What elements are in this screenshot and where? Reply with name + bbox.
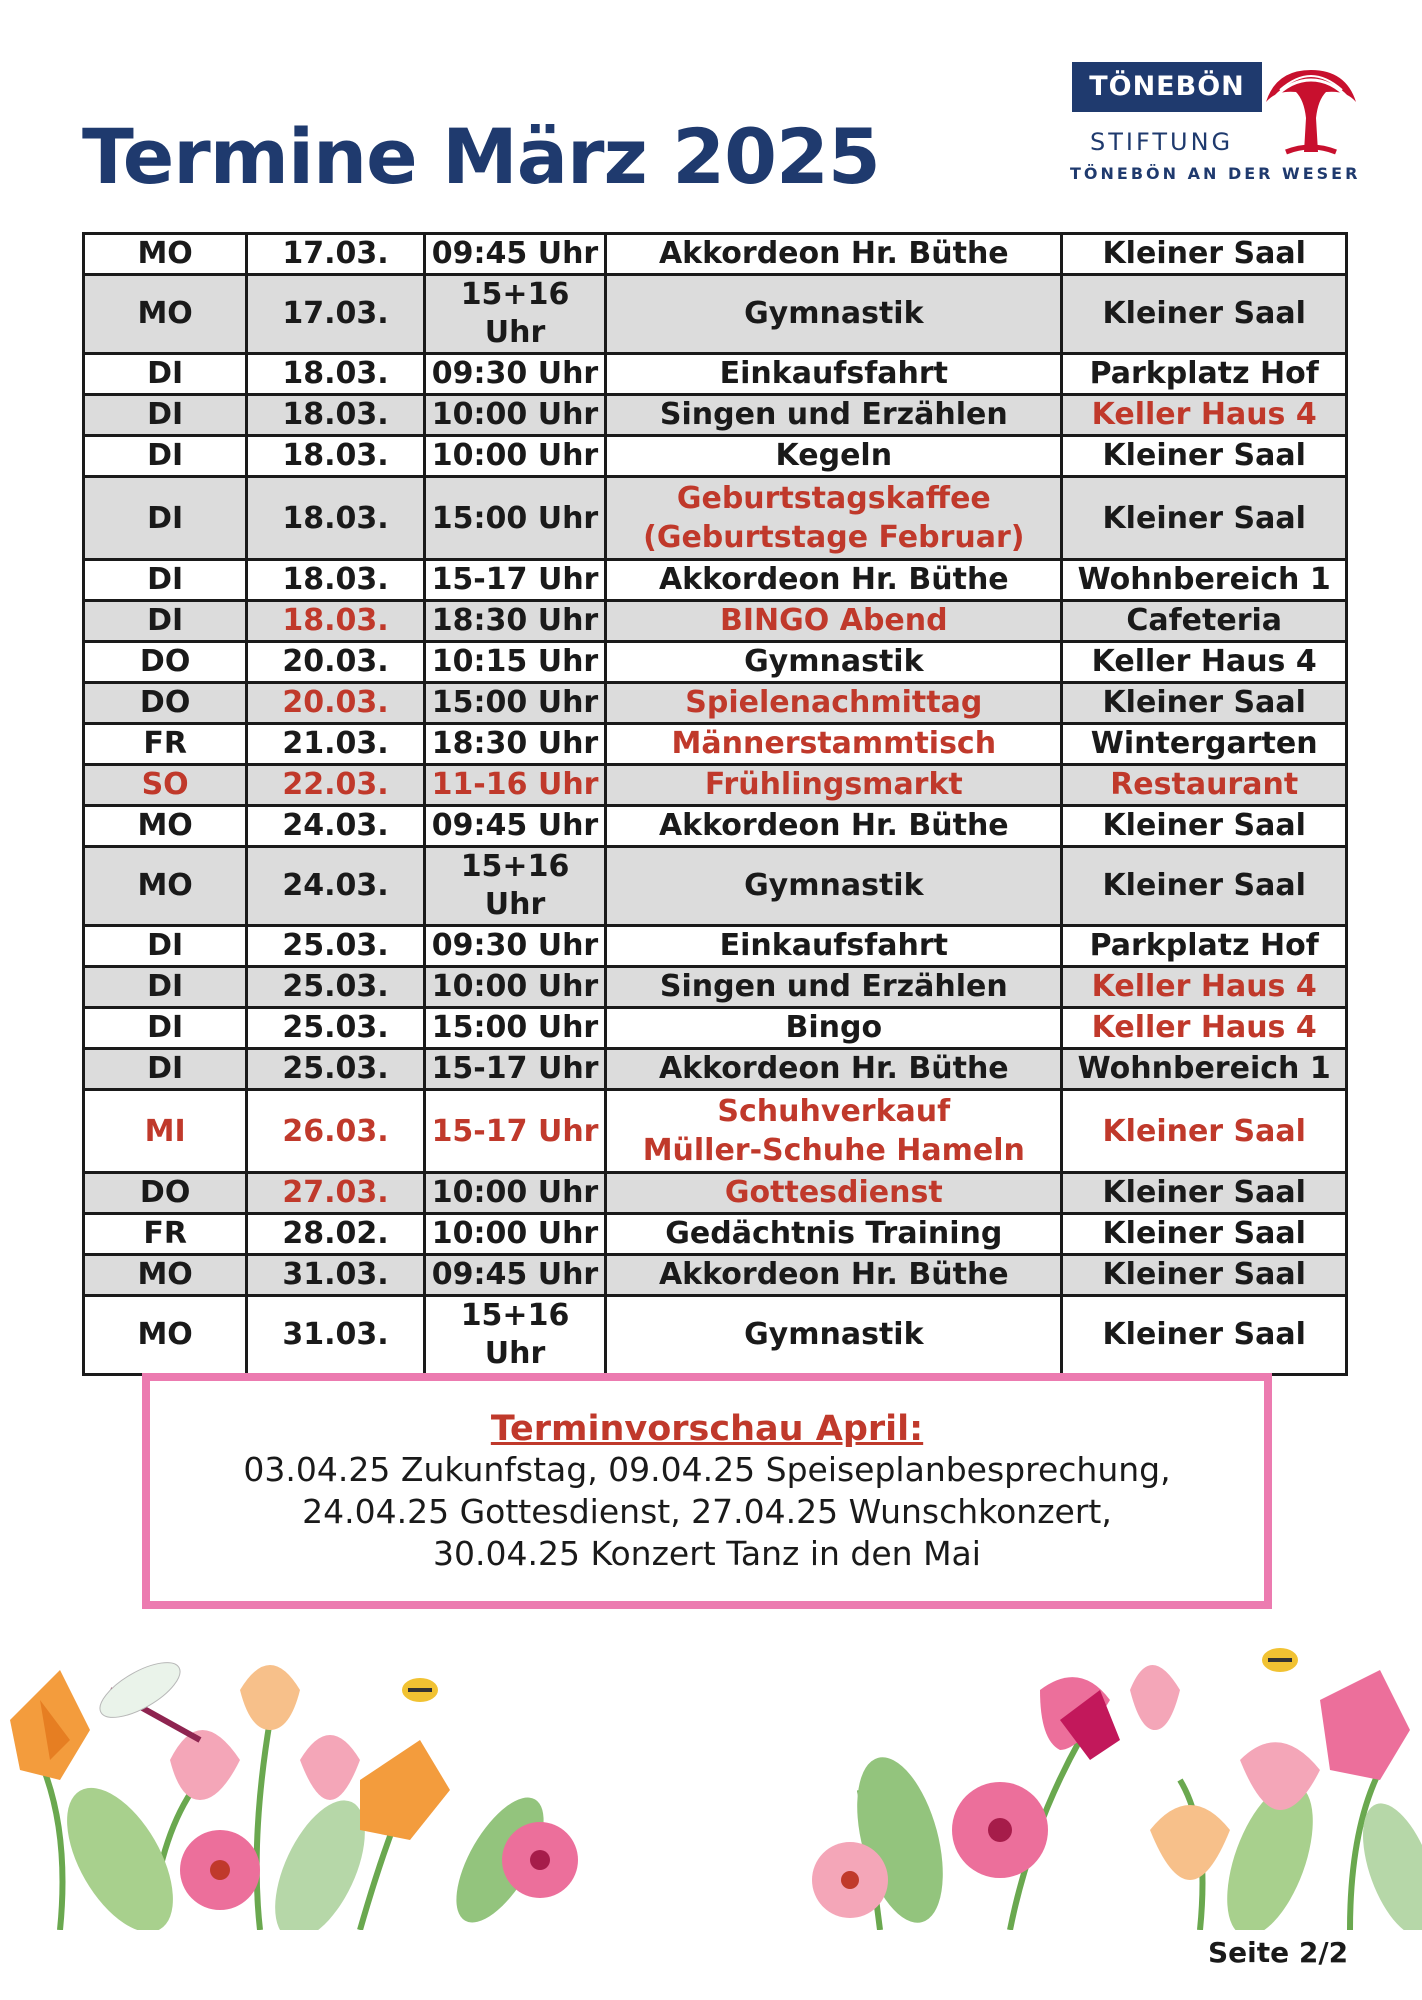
table-row: [84, 275, 1347, 354]
cell-day: DI: [84, 1008, 247, 1049]
cell-place: Kleiner Saal: [1062, 436, 1347, 477]
cell-date: 24.03.: [247, 847, 425, 926]
cell-day: SO: [84, 765, 247, 806]
cell-place: Keller Haus 4: [1062, 395, 1347, 436]
cell-event: Akkordeon Hr. Büthe: [606, 1049, 1062, 1090]
table-row: [84, 1008, 1347, 1049]
cell-event: Gymnastik: [606, 1296, 1062, 1375]
table-row: [84, 967, 1347, 1008]
cell-place: Kleiner Saal: [1062, 234, 1347, 275]
cell-time: 15+16 Uhr: [424, 275, 606, 354]
cell-time: 18:30 Uhr: [424, 601, 606, 642]
cell-date: 25.03.: [247, 1049, 425, 1090]
cell-time: 11-16 Uhr: [424, 765, 606, 806]
cell-time: 15+16 Uhr: [424, 1296, 606, 1375]
table-row: [84, 560, 1347, 601]
cell-date: 31.03.: [247, 1255, 425, 1296]
preview-title: Terminvorschau April:: [490, 1409, 924, 1449]
cell-event: Bingo: [606, 1008, 1062, 1049]
cell-place: Kleiner Saal: [1062, 683, 1347, 724]
cell-event-line: Schuhverkauf: [717, 1094, 951, 1129]
cell-event: Einkaufsfahrt: [606, 926, 1062, 967]
cell-place: Parkplatz Hof: [1062, 354, 1347, 395]
table-row: [84, 1090, 1347, 1173]
table-row: [84, 806, 1347, 847]
cell-event: BINGO Abend: [606, 601, 1062, 642]
cell-day: DO: [84, 683, 247, 724]
cell-day: DI: [84, 1049, 247, 1090]
table-row: [84, 642, 1347, 683]
page-number: Seite 2/2: [1208, 1936, 1349, 1969]
cell-event: Gymnastik: [606, 275, 1062, 354]
cell-place: Kleiner Saal: [1062, 1296, 1347, 1375]
cell-day: MI: [84, 1090, 247, 1173]
cell-day: DI: [84, 354, 247, 395]
page-title: Termine März 2025: [82, 112, 880, 201]
cell-time: 09:45 Uhr: [424, 1255, 606, 1296]
cell-event: Akkordeon Hr. Büthe: [606, 234, 1062, 275]
cell-time: 15-17 Uhr: [424, 1090, 606, 1173]
cell-event: Spielenachmittag: [606, 683, 1062, 724]
cell-date: 24.03.: [247, 806, 425, 847]
logo-name: TÖNEBÖN: [1072, 62, 1262, 112]
table-row: [84, 926, 1347, 967]
cell-day: DO: [84, 1173, 247, 1214]
right-flowers-icon: [812, 1648, 1422, 1930]
cell-event: Gymnastik: [606, 642, 1062, 683]
cell-date: 25.03.: [247, 926, 425, 967]
cell-date: 25.03.: [247, 1008, 425, 1049]
cell-event: Akkordeon Hr. Büthe: [606, 1255, 1062, 1296]
table-row: [84, 234, 1347, 275]
cell-day: DI: [84, 560, 247, 601]
cell-day: MO: [84, 234, 247, 275]
cell-place: Kleiner Saal: [1062, 1173, 1347, 1214]
cell-date: 25.03.: [247, 967, 425, 1008]
cell-date: 18.03.: [247, 477, 425, 560]
cell-event: [606, 477, 1062, 560]
cell-day: DI: [84, 926, 247, 967]
table-row: [84, 765, 1347, 806]
cell-time: 09:45 Uhr: [424, 806, 606, 847]
table-row: [84, 724, 1347, 765]
table-row: [84, 847, 1347, 926]
cell-time: 15-17 Uhr: [424, 1049, 606, 1090]
cell-day: MO: [84, 806, 247, 847]
cell-date: 22.03.: [247, 765, 425, 806]
table-row: [84, 477, 1347, 560]
cell-time: 10:15 Uhr: [424, 642, 606, 683]
cell-date: 20.03.: [247, 642, 425, 683]
cell-day: DI: [84, 436, 247, 477]
cell-date: 20.03.: [247, 683, 425, 724]
table-row: [84, 395, 1347, 436]
cell-event: Gottesdienst: [606, 1173, 1062, 1214]
logo-subtitle: TÖNEBÖN AN DER WESER: [1070, 164, 1361, 183]
cell-date: 26.03.: [247, 1090, 425, 1173]
cell-time: 15:00 Uhr: [424, 1008, 606, 1049]
cell-place: Wohnbereich 1: [1062, 1049, 1347, 1090]
cell-place: Kleiner Saal: [1062, 1255, 1347, 1296]
cell-place: Wintergarten: [1062, 724, 1347, 765]
cell-time: 10:00 Uhr: [424, 967, 606, 1008]
cell-event-line: Müller-Schuhe Hameln: [642, 1133, 1025, 1168]
left-flowers-icon: [10, 1652, 578, 1930]
cell-date: 17.03.: [247, 234, 425, 275]
cell-time: 15-17 Uhr: [424, 560, 606, 601]
cell-date: 18.03.: [247, 436, 425, 477]
cell-place: Kleiner Saal: [1062, 275, 1347, 354]
cell-time: 15:00 Uhr: [424, 477, 606, 560]
table-row: [84, 354, 1347, 395]
cell-date: 18.03.: [247, 560, 425, 601]
cell-place: Parkplatz Hof: [1062, 926, 1347, 967]
cell-place: Keller Haus 4: [1062, 1008, 1347, 1049]
cell-day: MO: [84, 1255, 247, 1296]
april-preview-box: [142, 1373, 1272, 1609]
cell-date: 17.03.: [247, 275, 425, 354]
cell-event: Singen und Erzählen: [606, 967, 1062, 1008]
schedule-table: [82, 232, 1348, 1376]
cell-place: Kleiner Saal: [1062, 477, 1347, 560]
cell-time: 18:30 Uhr: [424, 724, 606, 765]
table-row: [84, 1255, 1347, 1296]
cell-date: 18.03.: [247, 601, 425, 642]
cell-event-line: Geburtstagskaffee: [676, 481, 991, 516]
cell-time: 10:00 Uhr: [424, 436, 606, 477]
cell-place: Wohnbereich 1: [1062, 560, 1347, 601]
cell-day: MO: [84, 847, 247, 926]
cell-place: Kleiner Saal: [1062, 1090, 1347, 1173]
cell-event: Männerstammtisch: [606, 724, 1062, 765]
cell-event: Akkordeon Hr. Büthe: [606, 806, 1062, 847]
table-row: [84, 1049, 1347, 1090]
table-row: [84, 1296, 1347, 1375]
cell-date: 21.03.: [247, 724, 425, 765]
cell-day: MO: [84, 1296, 247, 1375]
cell-event: [606, 1090, 1062, 1173]
preview-line: 30.04.25 Konzert Tanz in den Mai: [433, 1534, 981, 1573]
cell-day: DI: [84, 967, 247, 1008]
cell-event-line: (Geburtstage Februar): [643, 520, 1025, 555]
cell-time: 09:30 Uhr: [424, 926, 606, 967]
cell-day: DO: [84, 642, 247, 683]
cell-place: Kleiner Saal: [1062, 847, 1347, 926]
preview-line: 24.04.25 Gottesdienst, 27.04.25 Wunschkonzert,: [302, 1492, 1112, 1531]
cell-event: Einkaufsfahrt: [606, 354, 1062, 395]
cell-date: 27.03.: [247, 1173, 425, 1214]
cell-place: Keller Haus 4: [1062, 967, 1347, 1008]
cell-time: 09:45 Uhr: [424, 234, 606, 275]
logo: [1072, 62, 1372, 192]
cell-time: 09:30 Uhr: [424, 354, 606, 395]
cell-event: Akkordeon Hr. Büthe: [606, 560, 1062, 601]
cell-day: FR: [84, 1214, 247, 1255]
cell-day: MO: [84, 275, 247, 354]
cell-date: 18.03.: [247, 354, 425, 395]
cell-time: 15+16 Uhr: [424, 847, 606, 926]
cell-date: 18.03.: [247, 395, 425, 436]
cell-place: Kleiner Saal: [1062, 1214, 1347, 1255]
cell-time: 10:00 Uhr: [424, 395, 606, 436]
cell-time: 15:00 Uhr: [424, 683, 606, 724]
cell-event: Kegeln: [606, 436, 1062, 477]
table-row: [84, 436, 1347, 477]
cell-time: 10:00 Uhr: [424, 1173, 606, 1214]
tree-logo-icon: [1256, 62, 1366, 158]
cell-place: Kleiner Saal: [1062, 806, 1347, 847]
cell-date: 28.02.: [247, 1214, 425, 1255]
cell-place: Restaurant: [1062, 765, 1347, 806]
schedule-body: [84, 234, 1347, 1375]
cell-time: 10:00 Uhr: [424, 1214, 606, 1255]
table-row: [84, 1173, 1347, 1214]
cell-day: DI: [84, 395, 247, 436]
cell-event: Gymnastik: [606, 847, 1062, 926]
cell-place: Cafeteria: [1062, 601, 1347, 642]
table-row: [84, 1214, 1347, 1255]
cell-date: 31.03.: [247, 1296, 425, 1375]
flowers-illustration: [0, 1630, 1422, 1930]
logo-stiftung: STIFTUNG: [1090, 128, 1234, 156]
cell-place: Keller Haus 4: [1062, 642, 1347, 683]
cell-event: Singen und Erzählen: [606, 395, 1062, 436]
table-row: [84, 683, 1347, 724]
cell-day: FR: [84, 724, 247, 765]
cell-day: DI: [84, 477, 247, 560]
table-row: [84, 601, 1347, 642]
cell-day: DI: [84, 601, 247, 642]
cell-event: Frühlingsmarkt: [606, 765, 1062, 806]
preview-line: 03.04.25 Zukunfstag, 09.04.25 Speiseplanbesprechung,: [243, 1450, 1171, 1489]
cell-event: Gedächtnis Training: [606, 1214, 1062, 1255]
